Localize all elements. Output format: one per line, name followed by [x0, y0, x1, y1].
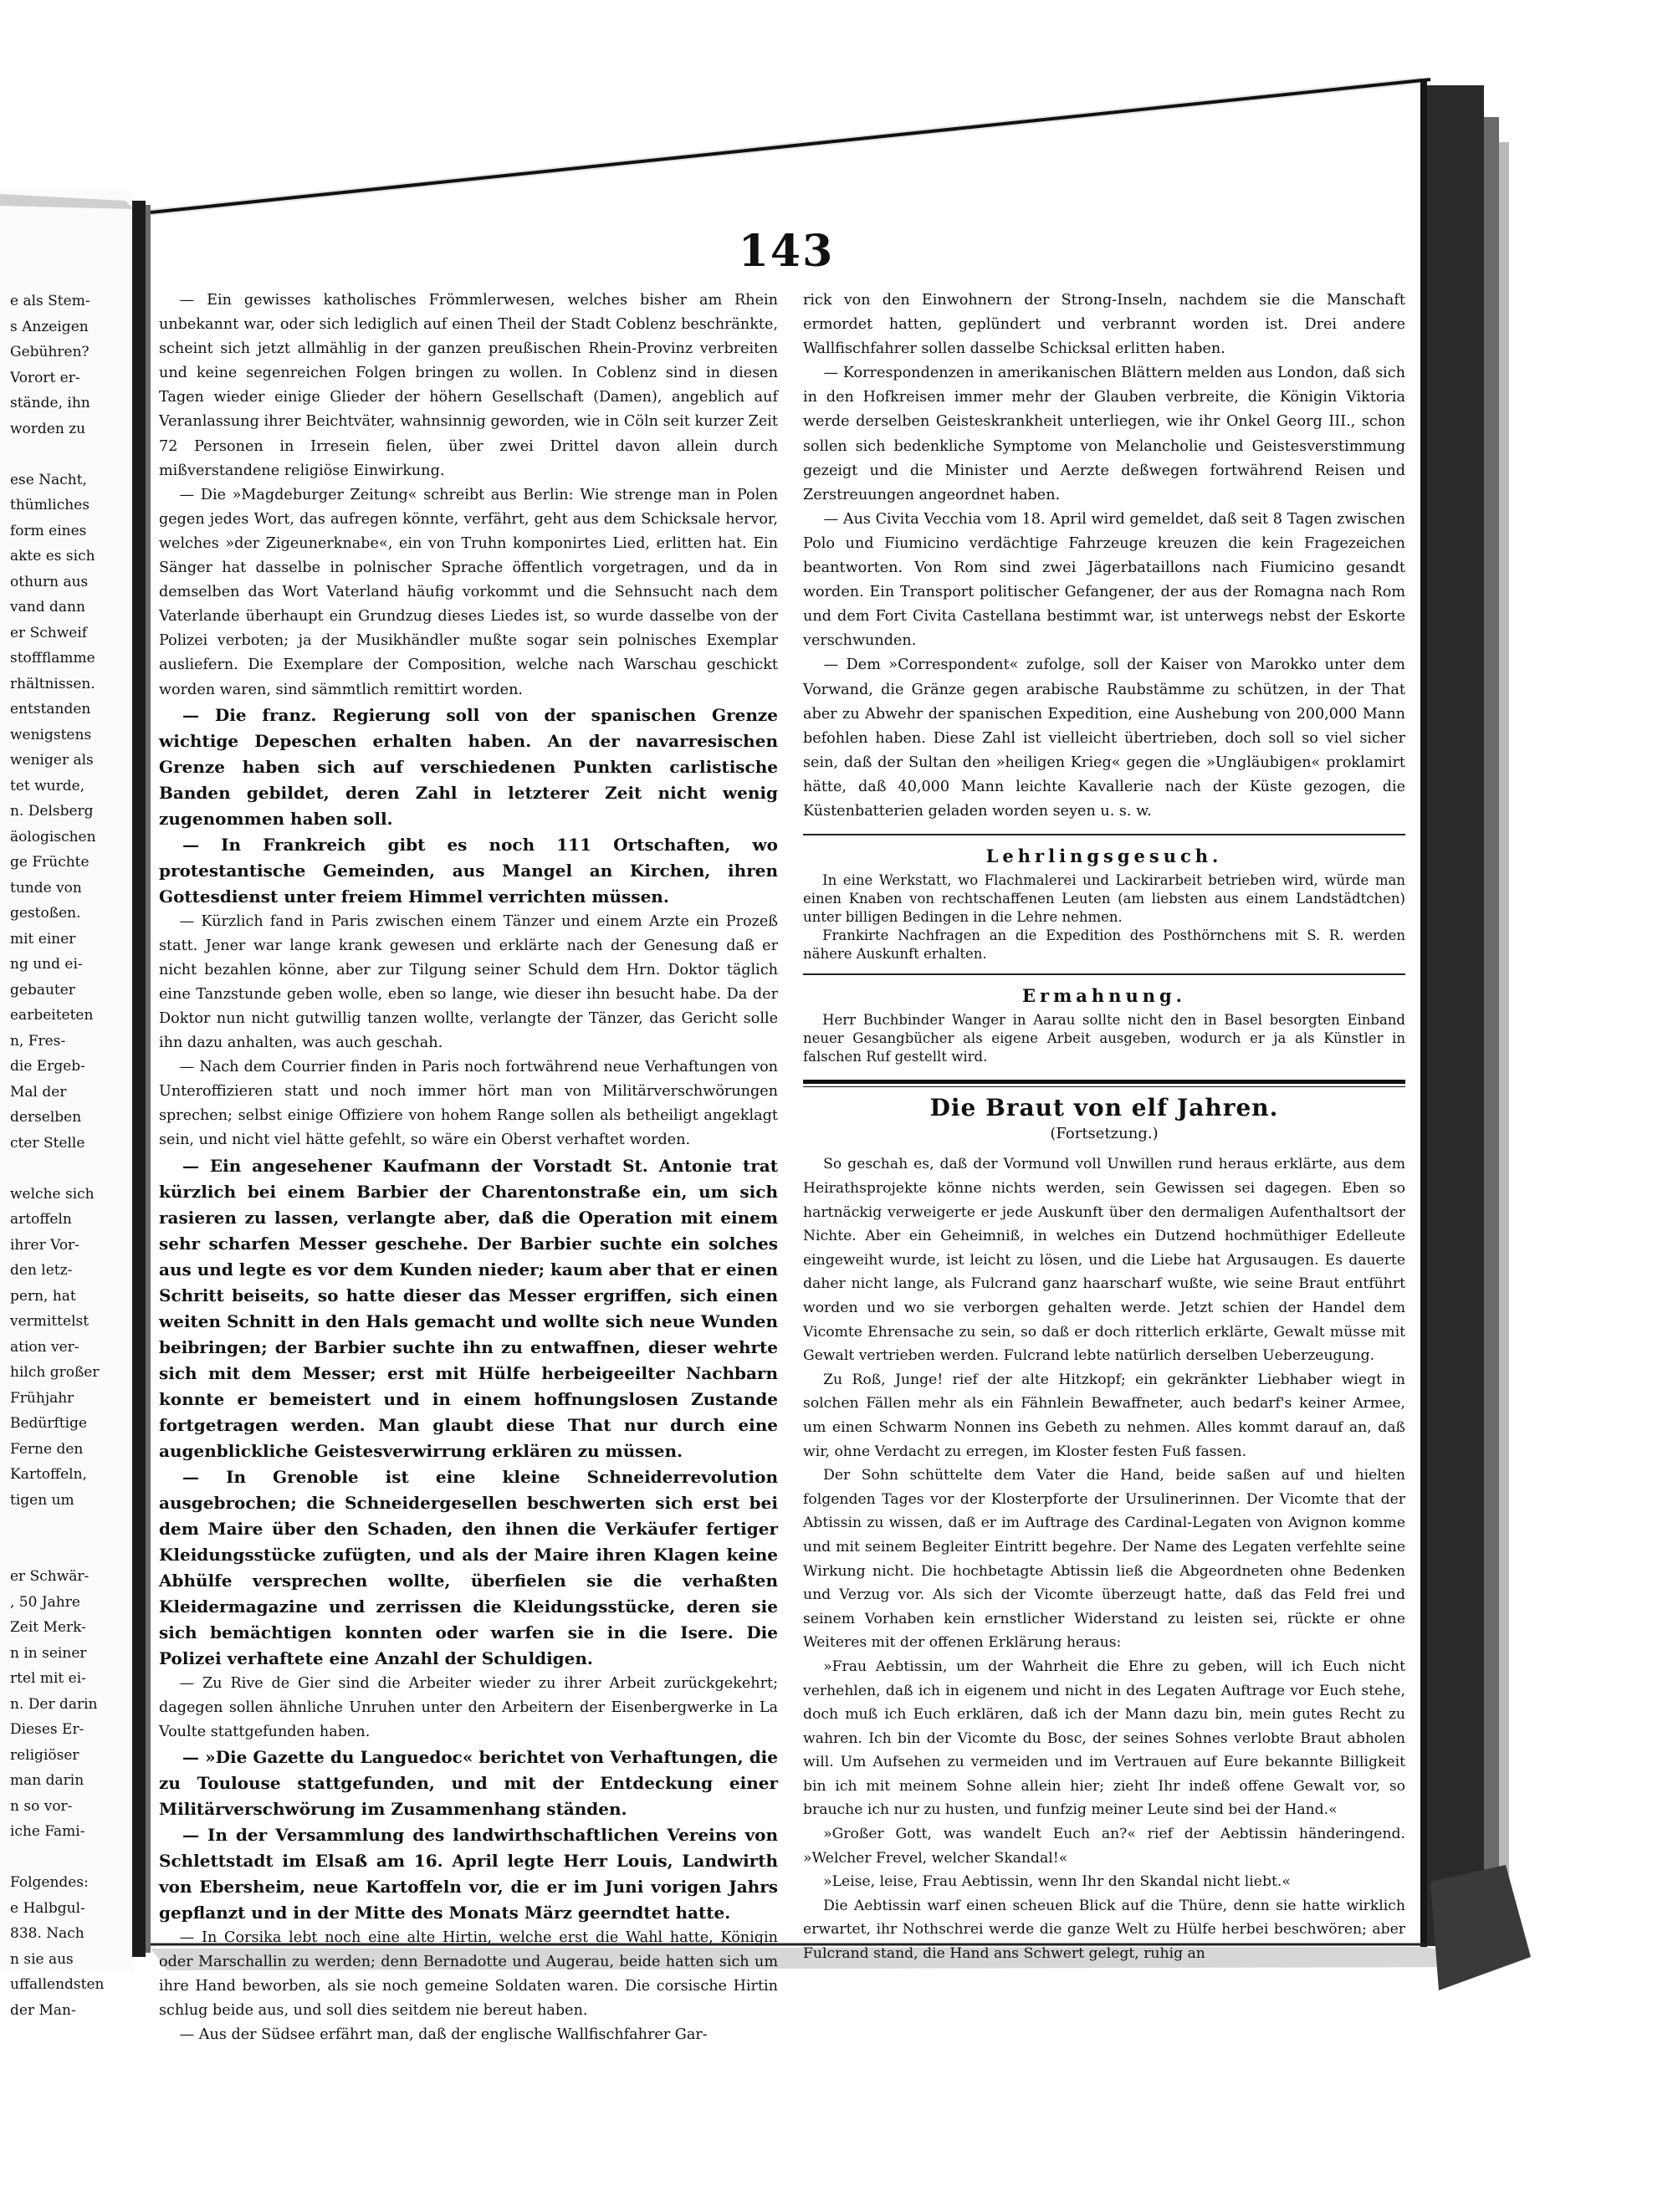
news-paragraph: rick von den Einwohnern der Strong-Inseln, nachdem sie die Manschaft ermordet hatten, geplündert und verbrannt worden ist. Drei andere Wallfischfahrer sollen dasselbe Schicksal erlitten haben. [803, 292, 1405, 358]
fragment-line: Ferne den [10, 1440, 84, 1458]
fragment-line: wenigstens [10, 726, 92, 743]
fragment-line: earbeiteten [10, 1007, 94, 1024]
fragment-line: derselben [10, 1109, 82, 1126]
fragment-line: worden zu [10, 420, 86, 437]
previous-page-fragment [10, 289, 136, 2023]
fragment-line: Zeit Merk- [10, 1619, 86, 1636]
fragment-line: Vorort er- [10, 369, 80, 386]
fragment-line: tet wurde, [10, 777, 85, 794]
news-paragraph: — »Die Gazette du Languedoc« berichtet von Verhaftungen, die zu Toulouse stattgefunden, und mit der Entdeckung einer Militärverschwörung im Zusammenhang ständen. [159, 1746, 778, 1819]
ad-text: Herr Buchbinder Wanger in Aarau sollte nicht den in Basel besorgten Einband neuer Gesangbücher als eigene Arbeit ausgeben, wodurch er ja als Künstler in falschen Ruf gestellt wird. [803, 1012, 1405, 1065]
fragment-line: n. Der darin [10, 1695, 98, 1713]
fragment-line: den letz- [10, 1262, 73, 1279]
section-divider [803, 834, 1405, 835]
story-paragraph: Zu Roß, Junge! rief der alte Hitzkopf; ein gekränkter Liebhaber wiegt in solchen Fällen mehr als ein Fähnlein Bewaffneter, auch bedarf's keiner Armee, um einen Schwarm Nonnen ins Gebeth zu nehmen. Alles kommt darauf an, daß wir, ohne Verdacht zu erregen, im Kloster festen Fuß fassen. [803, 1371, 1405, 1460]
fragment-line: Mal der [10, 1083, 67, 1101]
fragment-line: e Halbgul- [10, 1899, 85, 1917]
news-paragraph: — In der Versammlung des landwirthschaftlichen Vereins von Schlettstadt im Elsaß am 16. April legte Herr Louis, Landwirth von Ebersheim, neue Kartoffeln vor, die er im Juni vorigen Jahrs gepflanzt und in der Mitte des Monats März geerndtet hatte. [159, 1824, 778, 1923]
news-paragraph: — Dem »Correspondent« zufolge, soll der Kaiser von Marokko unter dem Vorwand, die Gränze gegen arabische Raubstämme zu schützen, in der That aber zu Abwehr der spanischen Expedition, eine Aushebung von 200,000 Mann befohlen haben. Diese Zahl ist vielleicht übertrieben, doch soll so viel sicher sein, daß der Sultan den »heiligen Krieg« gegen die »Ungläubigen« proklamirt hätte, daß 40,000 Mann leichte Kavallerie nach der Küste gezogen, die Küstenbatterien geladen worden seyen u. s. w. [803, 656, 1405, 820]
fragment-line: Folgendes: [10, 1874, 89, 1891]
fragment-line: Gebühren? [10, 344, 90, 360]
news-paragraph: — Die franz. Regierung soll von der spanischen Grenze wichtige Depeschen erhalten haben. An der navarresischen Grenze haben sich auf verschiedenen Punkten carlistische Banden gebildet, deren Zahl in letzterer Zeit nicht wenig zugenommen haben soll. [159, 704, 778, 829]
section-divider [803, 973, 1405, 975]
fragment-line: man darin [10, 1772, 84, 1789]
page-top-line [151, 79, 1430, 212]
fragment-line: tunde von [10, 879, 82, 897]
fragment-line: gebauter [10, 981, 75, 999]
story-body [803, 1152, 1405, 1965]
fragment-line [10, 1156, 136, 1182]
fragment-line: vand dann [10, 599, 85, 616]
binding-edge-faint [1499, 142, 1509, 1940]
news-paragraph: — Nach dem Courrier finden in Paris noch fortwährend neue Verhaftungen von Unteroffizieren statt und noch immer hört man von Militärverschwörungen sprechen; selbst einige Offiziere von hohem Range sollen als betheiligt angeklagt sein, und nicht viel hätte gefehlt, so wäre ein Oberst verhaftet worden. [159, 1059, 778, 1149]
story-paragraph: »Frau Aebtissin, um der Wahrheit die Ehre zu geben, will ich Euch nicht verhehlen, daß ich in eigenem und nicht in des Legaten Auftrage vor Euch stehe, doch muß ich Euch erklären, daß ich der Mann dazu bin, mein gutes Recht zu wahren. Ich bin der Vicomte du Bosc, der seines Sohnes verlobte Braut abholen will. Um Aufsehen zu vermeiden und im Vertrauen auf Eure bekannte Billigkeit bin ich mit meinem Sohne allein hier; zieht Ihr indeß offene Gewalt vor, so brauche ich nur zu husten, und funfzig meiner Leute sind bei der Hand.« [803, 1658, 1405, 1819]
fragment-line: n sie aus [10, 1950, 74, 1968]
fragment-line: mit einer [10, 930, 76, 948]
story-paragraph: Der Sohn schüttelte dem Vater die Hand, beide saßen auf und hielten folgenden Tages vor der Klosterpforte der Ursulinerinnen. Der Vicomte that der Abtissin zu wissen, daß er im Auftrage des Cardinal-Legaten von Avignon komme und mit seinem Begleiter Eintritt begehre. Der Name des Legaten verfehlte seine Wirkung nicht. Die hochbetagte Abtissin ließ die Abgeordneten ohne Bedenken und Verzug vor. Als sich der Vicomte überzeugt hatte, daß das Feld frei und seinem Vorhaben kein ernstlicher Widerstand zu leisten sei, rückte er ohne Weiteres mit der offenen Erklärung heraus: [803, 1467, 1405, 1652]
fragment-line [10, 442, 136, 467]
gutter-fold [146, 205, 151, 1953]
binding-bottom-corner [1430, 1865, 1531, 1990]
news-paragraph: — Zu Rive de Gier sind die Arbeiter wieder zu ihrer Arbeit zurückgekehrt; dagegen sollen ähnliche Unruhen unter den Arbeitern der Eisenbergwerke in La Voulte stattgefunden haben. [159, 1674, 778, 1740]
fragment-line: er Schwär- [10, 1568, 90, 1585]
fragment-line: n, Fres- [10, 1032, 66, 1050]
fragment-line [10, 1845, 136, 1871]
binding-edge-dark [1427, 85, 1484, 1946]
story-paragraph: So geschah es, daß der Vormund voll Unwillen rund heraus erklärte, aus dem Heirathsprojekte könne nichts werden, sein Gewissen sei dagegen. Eben so hartnäckig verweigerte er jede Auskunft über den dermaligen Aufenthaltsort der Nichte. Aber ein Geheimniß, in welches ein Dutzend hochmüthiger Edelleute eingeweiht wurde, ist leicht zu lösen, und die Liebe hat Argusaugen. Es dauerte daher nicht lange, als Fulcrand ganz haarscharf wußte, wie seine Braut entführt worden und wo sie verborgen gehalten werde. Jetzt schien der Handel dem Vicomte Ehrensache zu sein, so daß er doch ritterlich erklärte, Gewalt müsse mit Gewalt vertrieben werden. Fulcrand lebte natürlich derselben Ueberzeugung. [803, 1156, 1405, 1365]
fragment-line: akte es sich [10, 548, 95, 564]
fragment-line: stände, ihn [10, 395, 90, 411]
news-paragraph: — Die »Magdeburger Zeitung« schreibt aus Berlin: Wie strenge man in Polen gegen jedes Wort, das aufregen könnte, verfährt, geht aus dem Schicksale hervor, welches »der Zigeunerknabe«, ein von Truhn komponirtes Lied, erlitten hat. Ein Sänger hat dasselbe in polnischer Sprache öffentlich vorgetragen, und da in demselben das Wort Vaterland häufig vorkommt und die Sehnsucht nach dem Vaterlande überhaupt ein Grundzug dieses Liedes ist, so wurde dasselbe von der Polizei verboten; ja der Musikhändler mußte sogar sein polnisches Exemplar ausliefern. Die Exemplare der Composition, welche nach Warschau geschickt worden waren, sind sämmtlich remittirt worden. [159, 486, 778, 698]
feuilleton-divider [803, 1080, 1405, 1087]
fragment-line: artoffeln [10, 1211, 72, 1228]
fragment-line: stoffflamme [10, 650, 95, 667]
ad-title-ermahnung: Ermahnung. [1022, 985, 1186, 1007]
fragment-line: religiöser [10, 1746, 79, 1764]
fragment-line: uffallendsten [10, 1976, 105, 1993]
fragment-line: iche Fami- [10, 1823, 85, 1840]
fragment-line: Bedürftige [10, 1415, 88, 1432]
fragment-line: Frühjahr [10, 1389, 74, 1407]
fragment-line: vermittelst [10, 1313, 90, 1330]
story-title: Die Braut von elf Jahren. [929, 1094, 1279, 1122]
news-paragraph: — Kürzlich fand in Paris zwischen einem Tänzer und einem Arzte ein Prozeß statt. Jener war lange krank gewesen und erklärte nach der Genesung daß er nicht bezahlen könne, aber zur Tilgung seiner Schuld dem Hrn. Doktor täglich eine Tanzstunde geben wolle, eben so lange, wie dieser ihn besucht habe. Da der Doktor nun nicht gutwillig tanzen wollte, verlangte der Tänzer, das Gericht solle ihn dazu anhalten, was auch geschah. [159, 912, 778, 1052]
fragment-line: Kartoffeln, [10, 1466, 87, 1483]
ad-title-lehrlingsgesuch: Lehrlingsgesuch. [985, 845, 1223, 867]
fragment-line: othurn aus [10, 573, 89, 590]
fragment-line: 838. Nach [10, 1925, 84, 1942]
fragment-line [10, 1539, 136, 1565]
ad-text: Frankirte Nachfragen an die Expedition des Posthörnchens mit S. R. werden nähere Auskunft erhalten. [803, 927, 1405, 963]
ad-text: In eine Werkstatt, wo Flachmalerei und Lackirarbeit betrieben wird, würde man einen Knaben von rechtschaffenen Leuten (am liebsten aus einem Landstädtchen) unter billigen Bedingen in die Lehre nehmen. [803, 872, 1405, 926]
fragment-line: rtel mit ei- [10, 1670, 86, 1687]
fragment-line: form eines [10, 522, 87, 539]
news-paragraph: — In Corsika lebt noch eine alte Hirtin, welche erst die Wahl hatte, Königin oder Marschallin zu werden; denn Bernadotte und Augerau, beide hatten sich um ihre Hand beworben, als sie noch gemeine Soldaten waren. Die corsische Hirtin schlug beide aus, und soll dies seitdem nie bereut haben. [159, 1928, 778, 2020]
fragment-line [10, 1513, 136, 1539]
fragment-line: ng und ei- [10, 956, 83, 973]
fragment-line: Dieses Er- [10, 1721, 84, 1738]
fragment-line: e als Stem- [10, 293, 90, 309]
fragment-line: n so vor- [10, 1797, 73, 1815]
news-paragraph: — Ein angesehener Kaufmann der Vorstadt St. Antonie trat kürzlich bei einem Barbier der Charentonstraße ein, um sich rasieren zu lassen, verlangte aber, daß die Operation mit einem sehr scharfen Messer geschehe. Der Barbier suchte ein solches aus und legte es vor dem Kunden nieder; kaum aber that er einen Schritt beiseits, so hatte dieser das Messer ergriffen, sich einen weiten Schnitt in den Hals gemacht und wollte sich neue Wunden beibringen; der Barbier suchte ihn zu entwaffnen, dieser wehrte sich mit dem Messer; erst mit Hülfe herbeigeeilter Nachbarn konnte er bemeistert und in einem hoffnungslosen Zustande fortgetragen werden. Man glaubt diese That nur durch eine augenblickliche Geistesverwirrung erklären zu müssen. [159, 1155, 778, 1461]
news-paragraph: — In Frankreich gibt es noch 111 Ortschaften, wo protestantische Gemeinden, aus Mangel an Kirchen, ihren Gottesdienst unter freiem Himmel verrichten müssen. [159, 834, 778, 907]
fragment-line: n. Delsberg [10, 803, 94, 820]
fragment-line: , 50 Jahre [10, 1593, 80, 1611]
fragment-line: cter Stelle [10, 1134, 85, 1152]
fragment-line: er Schweif [10, 624, 88, 641]
story-paragraph: »Großer Gott, was wandelt Euch an?« rief der Aebtissin händeringend. »Welcher Frevel, welcher Skandal!« [803, 1826, 1405, 1867]
right-page-border [1420, 79, 1427, 1949]
fragment-line: s Anzeigen [10, 318, 89, 335]
fragment-line: n in seiner [10, 1644, 87, 1662]
fragment-line: weniger als [10, 752, 94, 769]
news-paragraph: — In Grenoble ist eine kleine Schneiderrevolution ausgebrochen; die Schneidergesellen beschwerten sich erst bei dem Maire über den Schaden, den ihnen die Verkäufer fertiger Kleidungsstücke zufügten, und als der Maire ihren Klagen keine Abhülfe versprechen wollte, überfielen sie die verhaßten Kleidermagazine und zerrissen die Kleidungsstücke, deren sie sich bemächtigen konnten oder warfen sie in die Isere. Die Polizei verhaftete eine Anzahl der Schuldigen. [159, 1466, 778, 1668]
fragment-line: rhältnissen. [10, 675, 95, 692]
news-paragraph: — Aus Civita Vecchia vom 18. April wird gemeldet, daß seit 8 Tagen zwischen Polo und Fiumicino verdächtige Fahrzeuge kreuzen die kein Fragezeichen beantworten. Von Rom sind zwei Jägerbataillons nach Fiumicino gesandt worden. Ein Transport politischer Gefangener, der aus der Romagna nach Rom und dem Fort Civita Castellana bestimmt war, ist unterwegs nebst der Eskorte verschwunden. [803, 510, 1405, 650]
fragment-line: pern, hat [10, 1287, 76, 1305]
fragment-line: die Ergeb- [10, 1058, 85, 1075]
news-paragraph: — Aus der Südsee erfährt man, daß der englische Wallfischfahrer Gar- [179, 2026, 708, 2044]
fragment-line: ese Nacht, [10, 471, 87, 488]
news-paragraph: — Korrespondenzen in amerikanischen Blättern melden aus London, daß sich in den Hofkreisen immer mehr der Glauben verbreite, die Königin Viktoria werde derselben Geisteskrankheit unterliegen, wie ihr Onkel Georg III., schon sollen sich bedenkliche Symptome von Melancholie und Geistesverstimmung gezeigt und die Minister und Aerzte deßwegen fortwährend Reisen und Zerstreuungen angeordnet haben. [803, 365, 1405, 503]
fragment-line: der Man- [10, 2001, 76, 2019]
fragment-line: ihrer Vor- [10, 1236, 79, 1254]
fragment-line: entstanden [10, 701, 91, 718]
fragment-line: welche sich [10, 1185, 95, 1203]
binding-edge-light [1484, 117, 1499, 1940]
news-column-left [159, 289, 778, 2047]
fragment-line: gestoßen. [10, 905, 81, 922]
fragment-line: tigen um [10, 1491, 74, 1509]
story-paragraph: Die Aebtissin warf einen scheuen Blick auf die Thüre, denn sie hatte wirklich erwartet, ihr Nothschrei werde die ganze Welt zu Hülfe herbei beschwören; aber Fulcrand stand, die Hand ans Schwert gelegt, ruhig an [803, 1897, 1405, 1963]
news-column-right [803, 289, 1405, 1966]
news-paragraph: — Ein gewisses katholisches Frömmlerwesen, welches bisher am Rhein unbekannt war, oder sich lediglich auf einen Theil der Stadt Coblenz beschränkte, scheint sich jetzt allmählig in der ganzen preußischen Rhein-Provinz verbreiten und keine segenreichen Folgen bringen zu wollen. In Coblenz sind in diesen Tagen wieder einige Glieder der höhern Gesellschaft (Damen), angeblich auf Veranlassung ihrer Beichtväter, wahnsinnig geworden, wie in Cöln seit kurzer Zeit 72 Personen in Irresein fielen, über zwei Drittel davon allein durch mißverstandene religiöse Einwirkung. [159, 292, 778, 479]
fragment-line: thümliches [10, 497, 90, 513]
fragment-line: ation ver- [10, 1338, 79, 1356]
fragment-line: hilch großer [10, 1364, 100, 1381]
page-number: 143 [738, 226, 835, 277]
story-paragraph: »Leise, leise, Frau Aebtissin, wenn Ihr den Skandal nicht liebt.« [823, 1873, 1291, 1891]
fragment-line: äologischen [10, 828, 96, 845]
fragment-line: ge Früchte [10, 854, 90, 871]
story-subtitle: (Fortsetzung.) [1050, 1125, 1159, 1143]
